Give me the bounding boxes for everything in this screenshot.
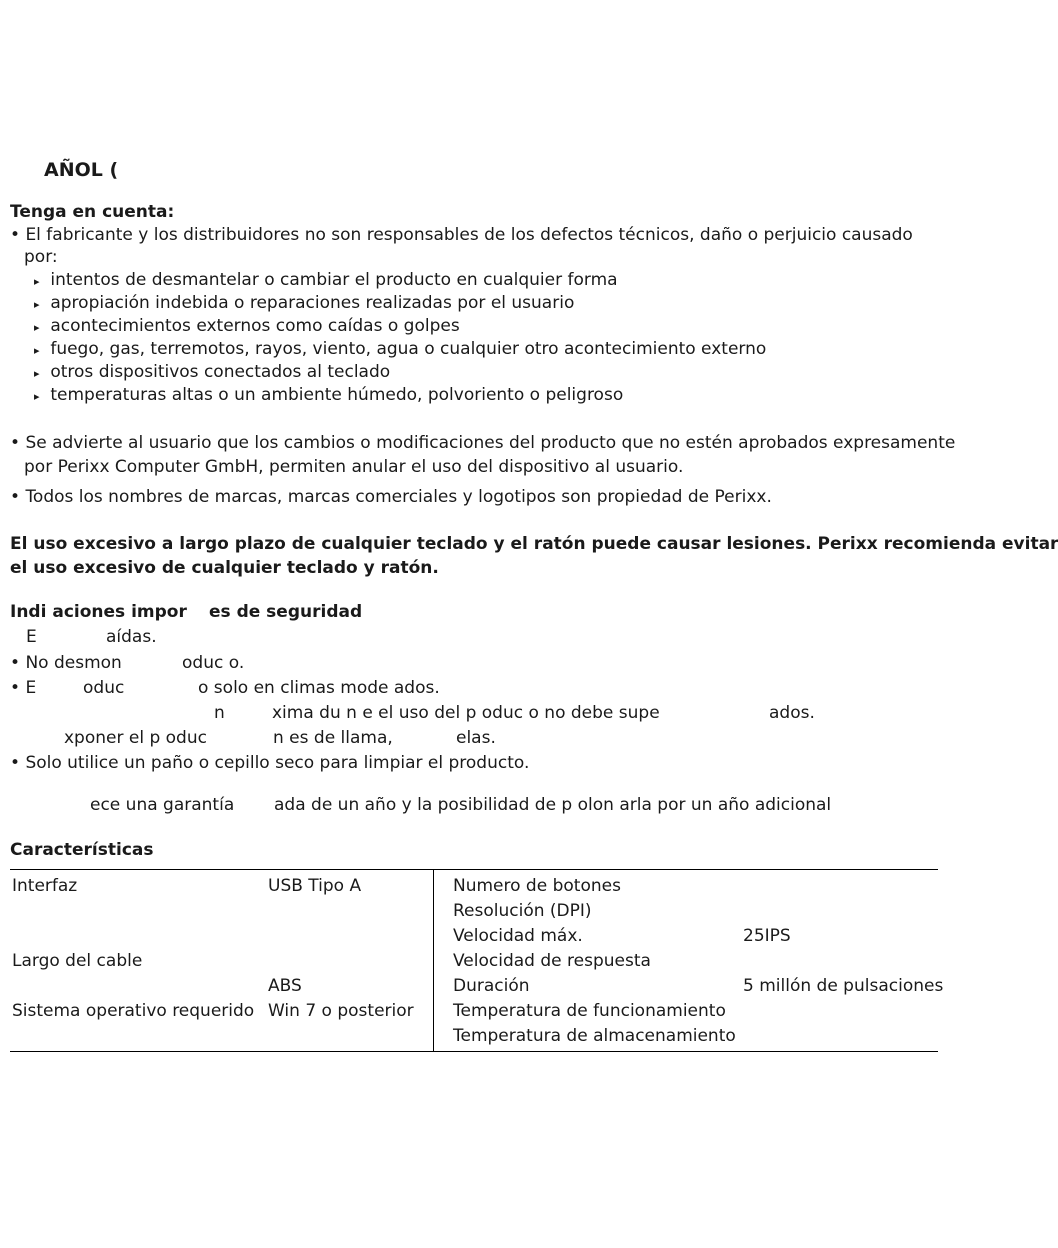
list-item bbox=[34, 338, 766, 362]
health-warning-line-1: El uso excesivo a largo plazo de cualquier teclado y el ratón puede causar lesiones. Perixx recomienda evitar bbox=[10, 534, 1058, 554]
safety-line-5a: xponer el p oduc bbox=[64, 728, 207, 748]
feature-label: Temperatura de funcionamiento bbox=[453, 1001, 726, 1021]
safety-title-a: Indi aciones impor bbox=[10, 602, 187, 622]
triangle-bullet-icon: ▸ bbox=[34, 367, 40, 380]
list-item bbox=[34, 292, 574, 316]
feature-label: Largo del cable bbox=[12, 951, 143, 971]
safety-line-1a: E bbox=[26, 627, 37, 647]
safety-line-3c: o solo en climas mode ados. bbox=[198, 678, 440, 698]
safety-line-2a: • No desmon bbox=[10, 653, 122, 673]
list-item bbox=[34, 361, 390, 385]
warranty-a: ece una garantía bbox=[90, 795, 235, 815]
list-item-text: apropiación indebida o reparaciones realizadas por el usuario bbox=[50, 293, 575, 313]
triangle-bullet-icon: ▸ bbox=[34, 298, 40, 311]
safety-line-4a: n bbox=[214, 703, 225, 723]
list-item-text: acontecimientos externos como caídas o golpes bbox=[50, 316, 460, 336]
features-title: Características bbox=[10, 840, 154, 860]
list-item bbox=[34, 384, 623, 408]
triangle-bullet-icon: ▸ bbox=[34, 275, 40, 288]
list-item bbox=[34, 315, 460, 339]
list-item-text: temperaturas altas o un ambiente húmedo, polvoriento o peligroso bbox=[50, 385, 624, 405]
note-title: Tenga en cuenta: bbox=[10, 202, 175, 222]
disclaimer-intro-text: El fabricante y los distribuidores no son responsables de los defectos técnicos, daño o perjuicio causado bbox=[25, 225, 913, 245]
feature-label: Interfaz bbox=[12, 876, 78, 896]
feature-value: USB Tipo A bbox=[268, 876, 362, 896]
feature-label: Numero de botones bbox=[453, 876, 621, 896]
health-warning-line-2: el uso excesivo de cualquier teclado y ratón. bbox=[10, 558, 439, 578]
safety-line-3a: • E bbox=[10, 678, 37, 698]
trademark-paragraph: • Todos los nombres de marcas, marcas comerciales y logotipos son propiedad de Perixx. bbox=[10, 487, 772, 507]
safety-line-3b: oduc bbox=[83, 678, 125, 698]
list-item-text: fuego, gas, terremotos, rayos, viento, agua o cualquier otro acontecimiento externo bbox=[50, 339, 767, 359]
safety-line-2b: oduc o. bbox=[182, 653, 245, 673]
feature-label: Sistema operativo requerido bbox=[12, 1001, 255, 1021]
list-item bbox=[34, 269, 618, 293]
safety-line-6: • Solo utilice un paño o cepillo seco para limpiar el producto. bbox=[10, 753, 530, 773]
feature-value: ABS bbox=[268, 976, 302, 996]
disclaimer-intro-cont: por: bbox=[24, 247, 58, 267]
warranty-b: ada de un año y la posibilidad de p olon arla por un año adicional bbox=[274, 795, 832, 815]
safety-text: No desmon bbox=[25, 653, 122, 673]
table-top-rule bbox=[10, 869, 938, 870]
safety-title-b: es de seguridad bbox=[209, 602, 363, 622]
table-bottom-rule bbox=[10, 1051, 938, 1052]
trademark-text: Todos los nombres de marcas, marcas comerciales y logotipos son propiedad de Perixx. bbox=[25, 487, 772, 507]
disclaimer-intro: • El fabricante y los distribuidores no son responsables de los defectos técnicos, daño o perjuicio causado bbox=[10, 225, 913, 245]
warning-paragraph: • Se advierte al usuario que los cambios o modificaciones del producto que no estén aprobados expresamente bbox=[10, 433, 956, 453]
safety-text: Solo utilice un paño o cepillo seco para limpiar el producto. bbox=[25, 753, 530, 773]
warning-line-1: Se advierte al usuario que los cambios o modificaciones del producto que no estén aprobados expresamente bbox=[25, 433, 956, 453]
triangle-bullet-icon: ▸ bbox=[34, 390, 40, 403]
safety-text: E bbox=[25, 678, 37, 698]
feature-label: Temperatura de almacenamiento bbox=[453, 1026, 736, 1046]
safety-line-4b: xima du n e el uso del p oduc o no debe supe bbox=[272, 703, 660, 723]
feature-label: Resolución (DPI) bbox=[453, 901, 592, 921]
feature-value: Win 7 o posterior bbox=[268, 1001, 414, 1021]
feature-label: Velocidad de respuesta bbox=[453, 951, 651, 971]
safety-line-5b: n es de llama, bbox=[273, 728, 393, 748]
list-item-text: intentos de desmantelar o cambiar el producto en cualquier forma bbox=[50, 270, 618, 290]
safety-line-4c: ados. bbox=[769, 703, 815, 723]
section-heading: AÑOL ( bbox=[44, 159, 119, 181]
list-item-text: otros dispositivos conectados al teclado bbox=[50, 362, 391, 382]
triangle-bullet-icon: ▸ bbox=[34, 344, 40, 357]
feature-value: 25IPS bbox=[743, 926, 791, 946]
feature-label: Duración bbox=[453, 976, 530, 996]
feature-value: 5 millón de pulsaciones bbox=[743, 976, 944, 996]
safety-line-1b: aídas. bbox=[106, 627, 157, 647]
safety-line-5c: elas. bbox=[456, 728, 496, 748]
triangle-bullet-icon: ▸ bbox=[34, 321, 40, 334]
warning-line-2: por Perixx Computer GmbH, permiten anular el uso del dispositivo al usuario. bbox=[24, 457, 684, 477]
feature-label: Velocidad máx. bbox=[453, 926, 583, 946]
table-divider bbox=[433, 869, 434, 1052]
